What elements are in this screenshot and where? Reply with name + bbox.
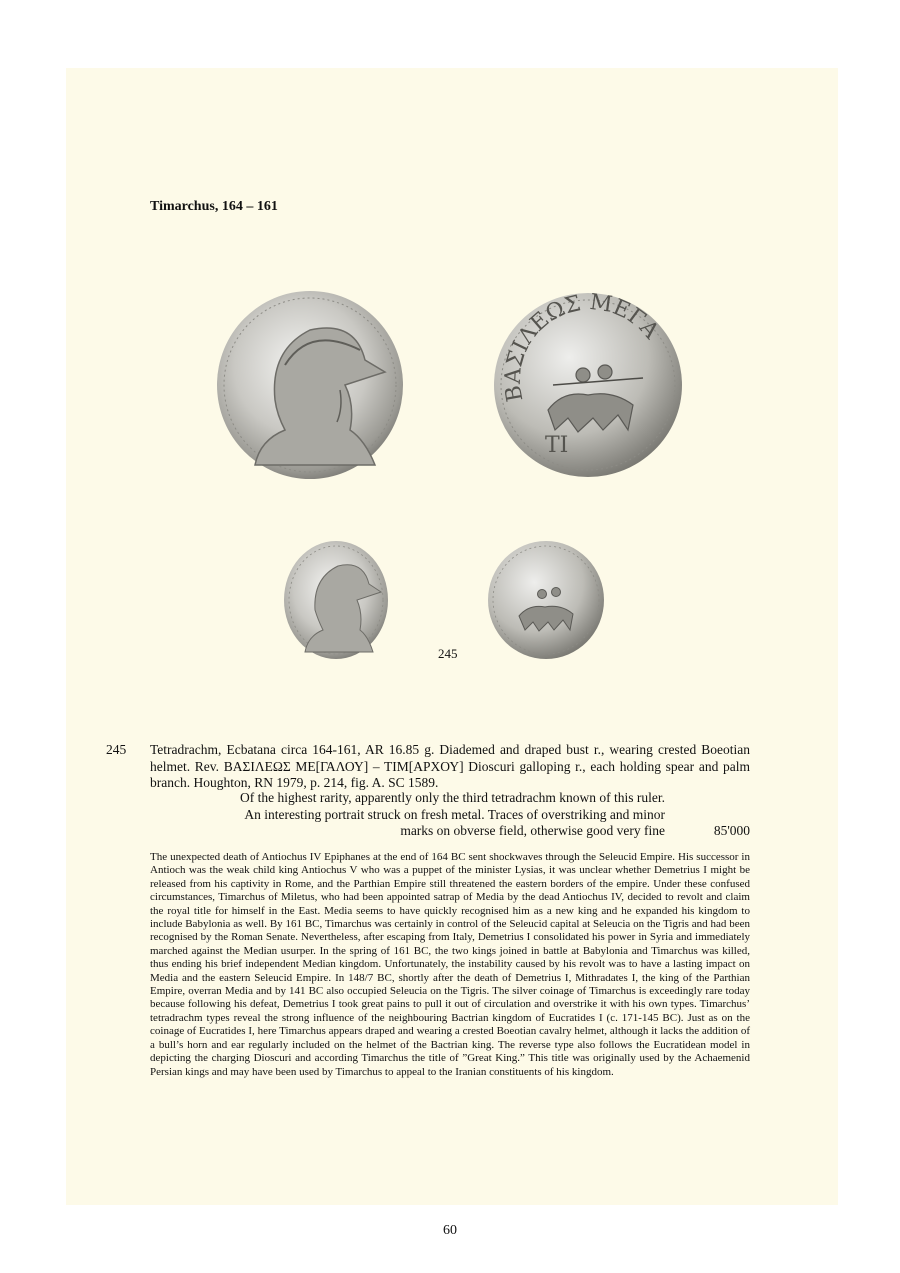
- lot-description-text: Tetradrachm, Ecbatana circa 164-161, AR 16.85 g. Diademed and draped bust r., wearing crested Boeotian helmet. Rev. ΒΑΣΙΛΕΩΣ ΜΕ[ΓΑΛΟΥ] – ΤΙΜ[ΑΡΧΟΥ] Dioscuri galloping r., each holding spear and palm branch. Houghton, RN 1979, p. 214, fig. A. SC 1589.: [150, 742, 750, 790]
- coin-legend-top: ΒΑΣΙΛΕΩΣ ΜΕΓΑ: [500, 290, 664, 404]
- rarity-note: [150, 790, 665, 840]
- coin-reverse-small: [487, 540, 605, 660]
- rarity-line: marks on obverse field, otherwise good very fine: [400, 823, 665, 838]
- lot-estimate: 85'000: [713, 823, 750, 838]
- historical-essay: The unexpected death of Antiochus IV Epiphanes at the end of 164 BC sent shockwaves through the Seleucid Empire. His successor in Antioch was the weak child king Antiochus V who was a puppet of the minister Lysias, it was unclear whether Demetrius I might be released from his captivity in Rome, and the Parthian Empire still threatened the eastern borders of the empire. Under these confused circumstances, Timarchus of Miletus, who had been appointed satrap of Media by the dead Antiochus IV, decided to revolt and claim the royal title for himself in the East. Media seems to have quickly recognised him as a new king and he expanded his kingdom to include Babylonia as well. By 161 BC, Timarchus was certainly in control of the Seleucid capital at Seleucia on the Tigris and had been recognised by the Roman Senate. Nevertheless, after escaping from Italy, Demetrius I consolidated his power in Syria and immediately marched against the Median usurper. In the spring of 161 BC, the two kings joined in battle at Babylonia and Timarchus was killed, thus ending his brief independent Median kingdom. Unfortunately, the instability caused by his revolt was to have a lasting impact on Media and the eastern Seleucid Empire. In 148/7 BC, shortly after the death of Demetrius I, Mithradates I, the king of the Parthian Empire, overran Media and by 141 BC also occupied Seleucia on the Tigris. The silver coinage of Timarchus is exceedingly rare today because following his defeat, Demetrius I took great pains to pull it out of circulation and overstrike it with his own types. Timarchus’ tetradrachm types reveal the strong influence of the neighbouring Bactrian kingdom of Eucratides I (c. 171-145 BC). Just as on the coinage of Eucratides I, here Timarchus appears draped and wearing a crested Boeotian cavalry helmet, although it lacks the addition of a bull’s horn and ear regularly included on the helmet of the Bactrian king. The reverse type also follows the Eucratidean model in depicting the charging Dioscuri and according Timarchus the title of ”Great King.” This title was originally used by the Achaemenid Persian kings and may have been used by Timarchus to appeal to the Iranian constituents of his kingdom.: [150, 851, 750, 1078]
- rarity-line: Of the highest rarity, apparently only the third tetradrachm known of this ruler.: [239, 790, 665, 805]
- image-caption: 245: [438, 646, 458, 661]
- lot-number: 245: [106, 742, 127, 757]
- coin-obverse-large: [215, 290, 405, 480]
- rarity-line: An interesting portrait struck on fresh metal. Traces of overstriking and minor: [244, 806, 665, 822]
- section-title: Timarchus, 164 – 161: [150, 199, 278, 214]
- coin-reverse-large: [493, 290, 683, 480]
- page-number: 60: [443, 1223, 457, 1238]
- coin-legend-bottom: ΤΙ: [545, 433, 569, 458]
- lot-description: [150, 742, 750, 792]
- coin-obverse-small: [283, 540, 389, 660]
